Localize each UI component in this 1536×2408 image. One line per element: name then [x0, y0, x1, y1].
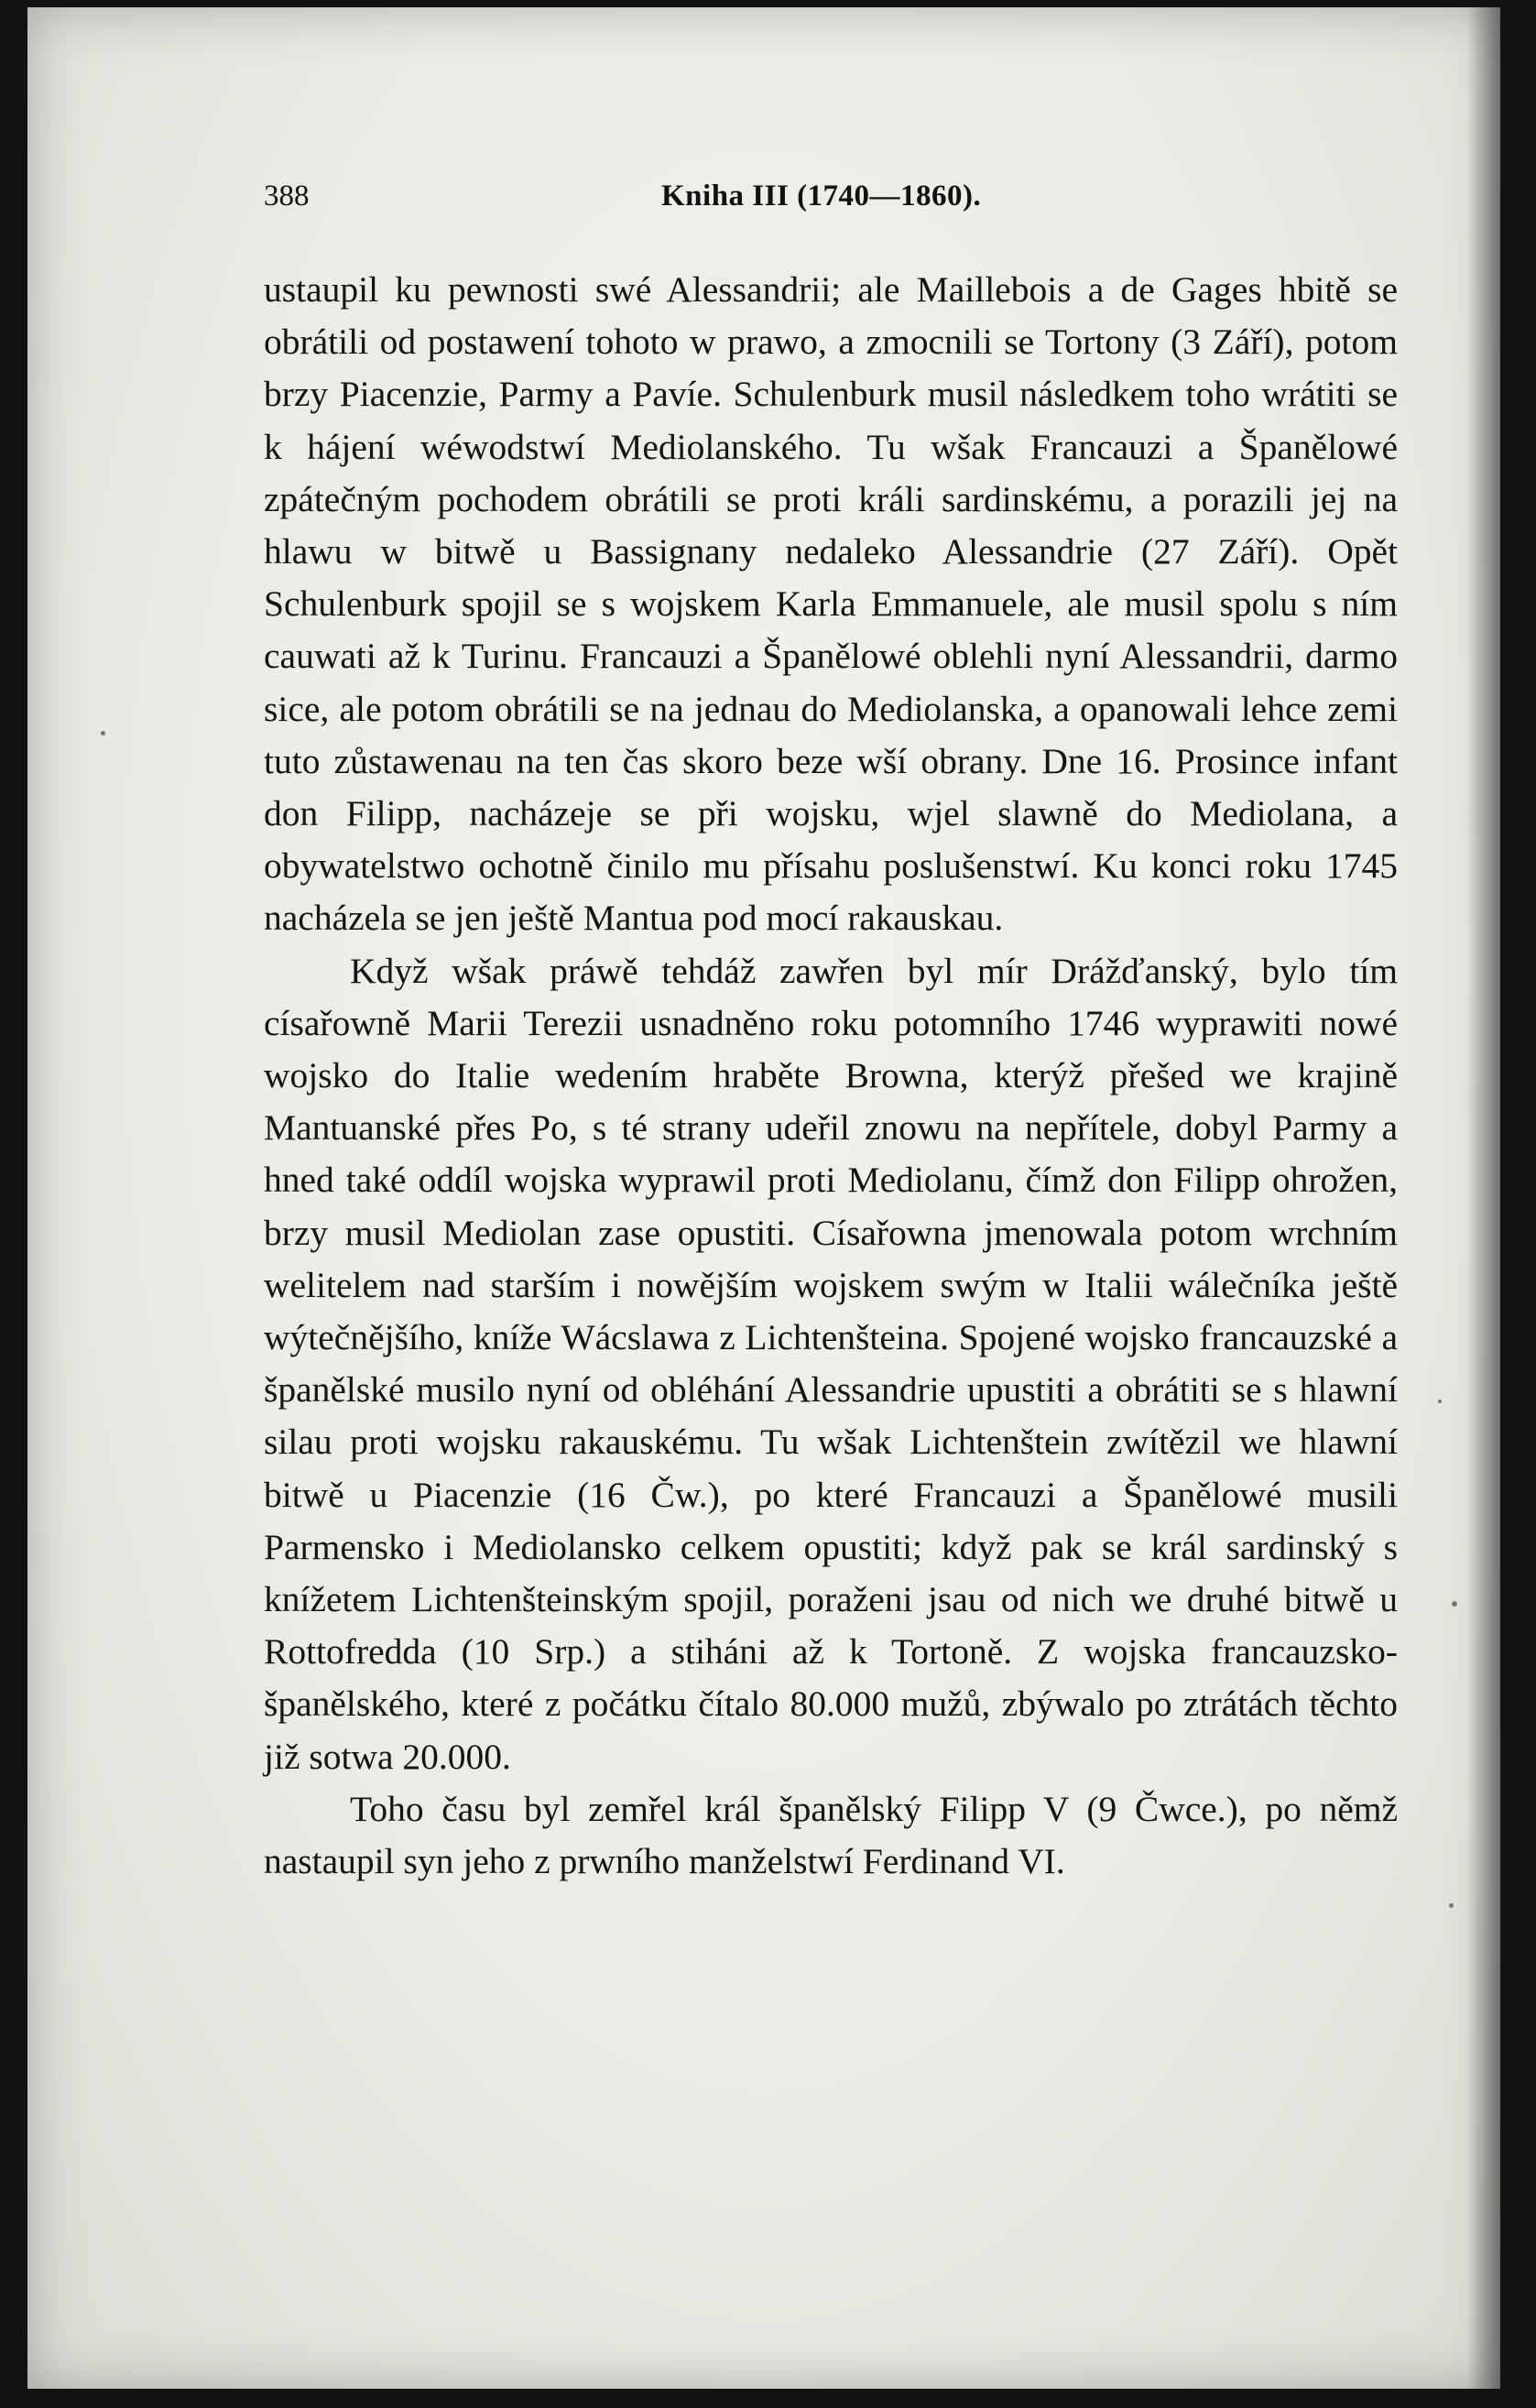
- page-header: [264, 180, 1015, 225]
- scan-speck: [1449, 1903, 1454, 1908]
- book-page: [27, 7, 1500, 2389]
- page-number: 388: [264, 180, 310, 212]
- paragraph-3: Toho času byl zemřel král španělský Filipp V (9 Čwce.), po němž nastaupil syn jeho z prwního manželstwí Ferdinand VI.: [264, 1788, 1398, 1882]
- paragraph-2: Když wšak práwě tehdáž zawřen byl mír Drážďanský, bylo tím císařowně Marii Terezii usnadněno roku potomního 1746 wyprawiti nowé wojsko do Italie wedením hraběte Browna, kterýž přešed we krajině Mantuanské přes Po, s té strany udeřil znowu na nepřítele, dobyl Parmy a hned také oddíl wojska wyprawil proti Mediolanu, čímž don Filipp ohrožen, brzy musil Mediolan zase opustiti. Císařowna jmenowala potom wrchním welitelem nad starším i nowějším wojskem swým w Italii wálečníka ještě wýtečnějšího, kníže Wácslawa z Lichtenšteina. Spojené wojsko francauzské a španělské musilo nyní od obléhání Alessandrie upustiti a obrátiti se s hlawní silau proti wojsku rakauskému. Tu wšak Lichtenštein zwítězil we hlawní bitwě u Piacenzie (16 Čw.), po které Francauzi a Španělowé musili Parmensko i Mediolansko celkem opustiti; když pak se král sardinský s knížetem Lichtenšteinským spojil, poraženi jsau od nich we druhé bitwě u Rottofredda (10 Srp.) a stiháni až k Tortoně. Z wojska francauzsko-španělského, které z počátku čítalo 80.000 mužů, zbýwalo po ztrátách těchto již sotwa 20.000.: [264, 950, 1398, 1777]
- running-head: Kniha III (1740—1860).: [661, 180, 982, 212]
- page-edge-shadow: [1467, 7, 1500, 2389]
- paragraph-1: ustaupil ku pewnosti swé Alessandrii; ale Maillebois a de Gages hbitě se obrátili od postawení tohoto w prawo, a zmocnili se Tortony (3 Září), potom brzy Piacenzie, Parmy a Pavíe. Schulenburk musil následkem toho wrátiti se k hájení wéwodstwí Mediolanského. Tu wšak Francauzi a Španělowé zpátečným pochodem obrátili se proti králi sardinskému, a porazili jej na hlawu w bitwě u Bassignany nedaleko Alessandrie (27 Září). Opět Schulenburk spojil se s wojskem Karla Emmanuele, ale musil spolu s ním cauwati až k Turinu. Francauzi a Španělowé oblehli nyní Alessandrii, darmo sice, ale potom obrátili se na jednau do Mediolanska, a opanowali lehce zemi tuto zůstawenau na ten čas skoro beze wší obrany. Dne 16. Prosince infant don Filipp, nacházeje se při wojsku, wjel slawně do Mediolana, a obywatelstwo ochotně činilo mu přísahu poslušenstwí. Ku konci roku 1745 nacházela se jen ještě Mantua pod mocí rakauskau.: [264, 269, 1398, 939]
- scan-speck: [1452, 1601, 1457, 1607]
- scan-speck: [101, 731, 105, 735]
- body-text: [264, 264, 1398, 1888]
- scan-speck: [1438, 1400, 1442, 1403]
